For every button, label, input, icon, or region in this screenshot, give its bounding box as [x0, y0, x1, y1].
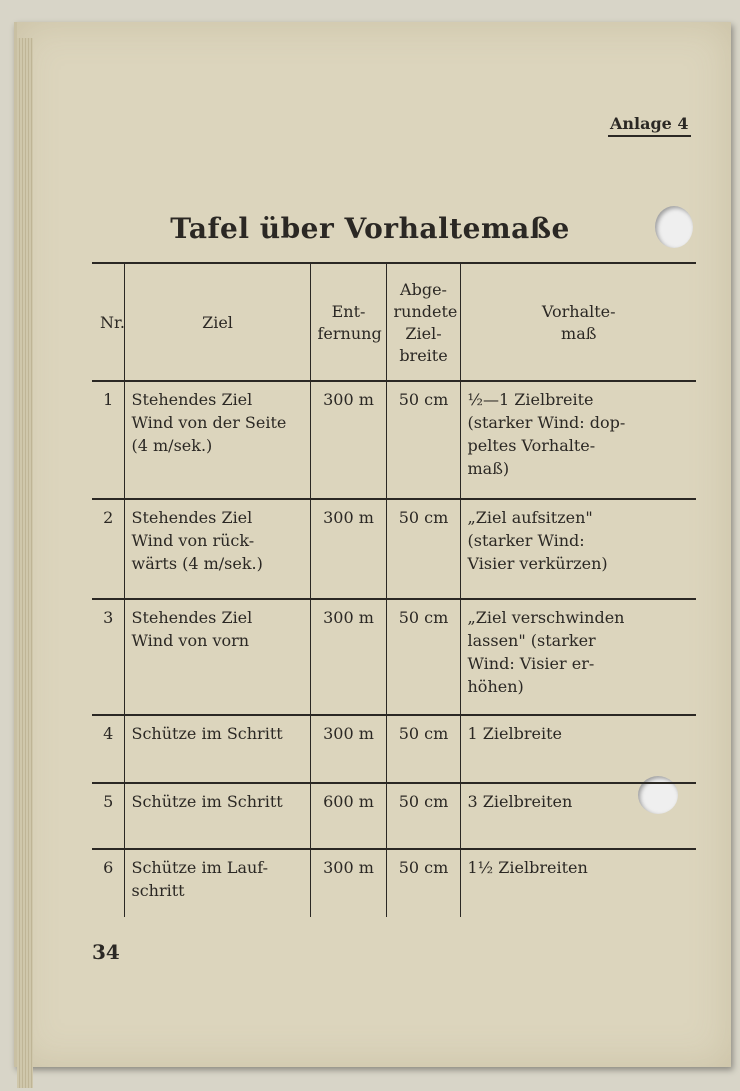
header-vorhaltemass: Vorhalte- maß — [460, 263, 696, 381]
cell-entfernung: 300 m — [310, 715, 386, 783]
table-row — [92, 715, 696, 783]
cell-ziel: Schütze im Schritt — [124, 715, 310, 783]
cell-vorhaltemass: 1 Zielbreite — [460, 715, 696, 783]
punch-hole — [655, 206, 693, 248]
cell-ziel: Schütze im Schritt — [124, 783, 310, 849]
cell-nr: 5 — [92, 783, 124, 849]
page-edge-stack — [17, 38, 33, 1088]
annex-label: Anlage 4 — [608, 114, 691, 137]
cell-zielbreite: 50 cm — [386, 849, 460, 917]
cell-vorhaltemass: „Ziel verschwinden lassen" (starker Wind: Visier er- höhen) — [460, 599, 696, 715]
cell-nr: 2 — [92, 499, 124, 599]
cell-zielbreite: 50 cm — [386, 599, 460, 715]
lead-table — [92, 262, 696, 917]
cell-ziel: Stehendes Ziel Wind von vorn — [124, 599, 310, 715]
cell-vorhaltemass: 3 Zielbreiten — [460, 783, 696, 849]
cell-entfernung: 300 m — [310, 499, 386, 599]
cell-entfernung: 600 m — [310, 783, 386, 849]
cell-entfernung: 300 m — [310, 381, 386, 499]
cell-vorhaltemass: „Ziel aufsitzen" (starker Wind: Visier verkürzen) — [460, 499, 696, 599]
cell-nr: 3 — [92, 599, 124, 715]
cell-zielbreite: 50 cm — [386, 783, 460, 849]
header-nr: Nr. — [92, 263, 124, 381]
table-row — [92, 849, 696, 917]
cell-zielbreite: 50 cm — [386, 381, 460, 499]
cell-zielbreite: 50 cm — [386, 499, 460, 599]
table-row — [92, 499, 696, 599]
table-row — [92, 783, 696, 849]
cell-zielbreite: 50 cm — [386, 715, 460, 783]
table-row — [92, 599, 696, 715]
cell-vorhaltemass: 1½ Zielbreiten — [460, 849, 696, 917]
header-entfernung: Ent- fernung — [310, 263, 386, 381]
cell-nr: 4 — [92, 715, 124, 783]
cell-vorhaltemass: ½—1 Zielbreite (starker Wind: dop- peltes Vorhalte- maß) — [460, 381, 696, 499]
table-row — [92, 381, 696, 499]
cell-nr: 1 — [92, 381, 124, 499]
header-zielbreite: Abge- rundete Ziel- breite — [386, 263, 460, 381]
page-title: Tafel über Vorhaltemaße — [170, 212, 570, 245]
cell-ziel: Schütze im Lauf- schritt — [124, 849, 310, 917]
page-number: 34 — [92, 940, 120, 964]
cell-ziel: Stehendes Ziel Wind von rück- wärts (4 m/sek.) — [124, 499, 310, 599]
table-header-row — [92, 263, 696, 381]
cell-entfernung: 300 m — [310, 849, 386, 917]
cell-nr: 6 — [92, 849, 124, 917]
cell-ziel: Stehendes Ziel Wind von der Seite (4 m/sek.) — [124, 381, 310, 499]
cell-entfernung: 300 m — [310, 599, 386, 715]
header-ziel: Ziel — [124, 263, 310, 381]
